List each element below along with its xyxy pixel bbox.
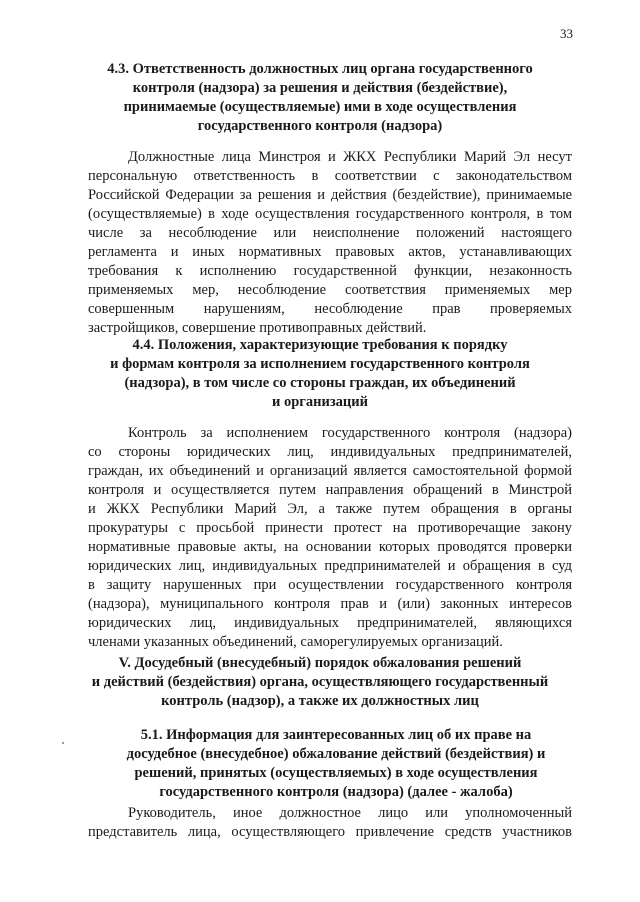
paragraph-line: и ЖКХ Республики Марий Эл, а также путем обращения в органы: [88, 501, 572, 517]
scan-speck: [62, 742, 64, 744]
heading-line: решений, принятых (осуществляемых) в ходе осуществления: [134, 765, 538, 781]
paragraph-line: юридических лиц, индивидуальных предпринимателей, являющихся: [88, 615, 572, 631]
paragraph-line: применяемых мер, несоблюдение соответствия применяемых мер: [88, 282, 572, 298]
paragraph-line: застройщиков, совершение противоправных действий.: [88, 320, 427, 336]
heading-line: государственного контроля (надзора): [197, 118, 443, 134]
heading-line: контроль (надзор), а также их должностных лиц: [161, 693, 479, 709]
paragraph-line: (осуществляемые) в ходе осуществления государственного контроля, в том: [88, 206, 572, 222]
paragraph-line: нормативные правовые акты, на основании которых проводятся проверки: [88, 539, 572, 555]
page-number: 33: [560, 26, 573, 41]
paragraph-line: со стороны юридических лиц, индивидуальных предпринимателей,: [88, 444, 572, 460]
paragraph-line: граждан, их объединений и организаций является самостоятельной формой: [88, 463, 572, 479]
heading-line: контроля (надзора) за решения и действия (бездействие),: [132, 80, 508, 96]
paragraph-line: контроля и осуществляется путем направления обращений в Минстрой: [88, 482, 572, 498]
paragraph-line: (надзора), муниципального контроля прав и (или) законных интересов: [88, 596, 572, 612]
paragraph-line: Российской Федерации за решения и действия (бездействие), принимаемые: [88, 187, 572, 203]
paragraph-line: Должностные лица Минстроя и ЖКХ Республики Марий Эл несут: [128, 149, 572, 165]
heading-line: досудебное (внесудебное) обжалование действий (бездействия) и: [126, 746, 546, 762]
section-4-4-paragraph: [88, 424, 572, 652]
heading-line: и формам контроля за исполнением государственного контроля: [110, 356, 530, 372]
paragraph-line: членами указанных объединений, саморегулируемых организаций.: [88, 634, 503, 650]
paragraph-line: юридических лиц, индивидуальных предпринимателей и обращения в суд: [88, 558, 572, 574]
paragraph-line: требования к исполнению государственной функции, незаконность: [88, 263, 572, 279]
section-4-3-paragraph: [88, 148, 572, 338]
section-5-1-heading: [76, 726, 596, 802]
heading-line: 5.1. Информация для заинтересованных лиц об их праве на: [140, 727, 532, 743]
paragraph-line: регламента и иных нормативных правовых актов, устанавливающих: [88, 244, 572, 260]
paragraph-line: прокуратуры с просьбой принести протест на противоречащие закону: [88, 520, 572, 536]
heading-line: 4.4. Положения, характеризующие требования к порядку: [132, 337, 508, 353]
paragraph-line: совершенным нарушениям, несоблюдение прав проверяемых: [88, 301, 572, 317]
heading-line: принимаемые (осуществляемые) ими в ходе осуществления: [123, 99, 517, 115]
heading-line: и организаций: [272, 394, 368, 410]
heading-line: государственного контроля (надзора) (далее - жалоба): [159, 784, 513, 800]
paragraph-line: представитель лица, осуществляющего привлечение средств участников: [88, 824, 572, 840]
paragraph-line: Руководитель, иное должностное лицо или уполномоченный: [128, 805, 572, 821]
paragraph-line: Контроль за исполнением государственного контроля (надзора): [128, 425, 572, 441]
section-5-1-paragraph: [88, 804, 572, 842]
heading-line: (надзора), в том числе со стороны граждан, их объединений: [124, 375, 516, 391]
heading-line: и действий (бездействия) органа, осуществляющего государственный: [91, 674, 549, 690]
heading-line: V. Досудебный (внесудебный) порядок обжалования решений: [118, 655, 522, 671]
section-4-4-heading: [60, 336, 580, 412]
paragraph-line: персональную ответственность в соответствии с законодательством: [88, 168, 572, 184]
section-5-heading: [60, 654, 580, 711]
section-4-3-heading: [60, 60, 580, 136]
heading-line: 4.3. Ответственность должностных лиц органа государственного: [107, 61, 533, 77]
paragraph-line: числе за несоблюдение или неисполнение положений настоящего: [88, 225, 572, 241]
paragraph-line: в защиту нарушенных при осуществлении государственного контроля: [88, 577, 572, 593]
